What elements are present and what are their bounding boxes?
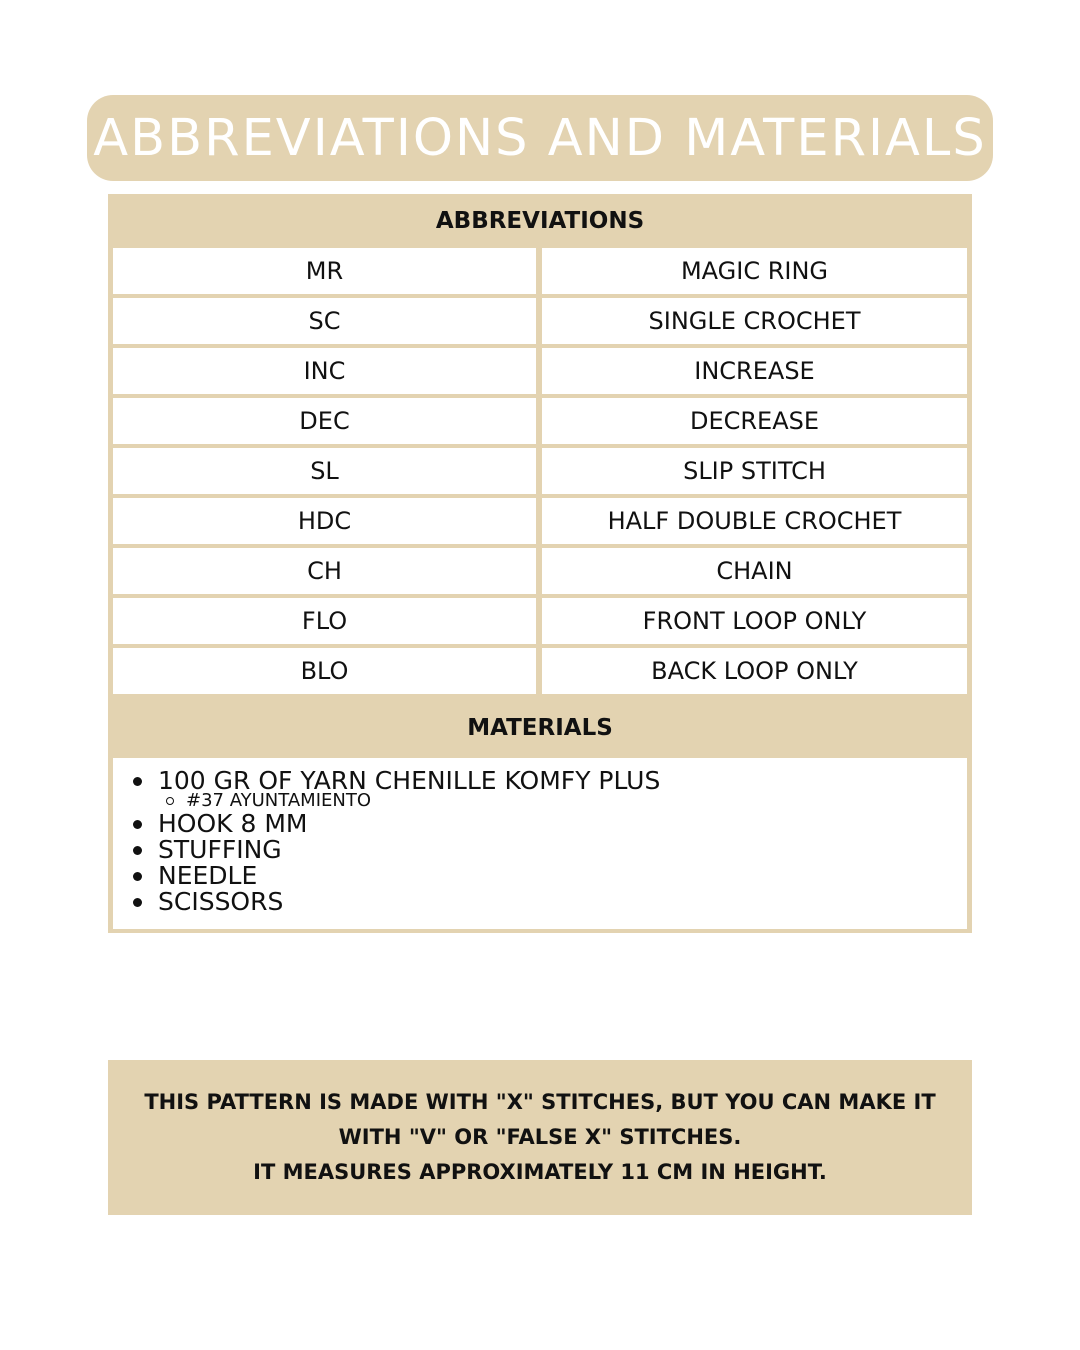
- table-row: [108, 398, 972, 448]
- abbreviations-heading: ABBREVIATIONS: [435, 208, 645, 234]
- meaning-cell: MAGIC RING: [542, 248, 967, 294]
- abbreviation-cell: BLO: [113, 648, 536, 694]
- bullet-dot-icon: [133, 846, 142, 855]
- materials-list-box: [113, 758, 967, 929]
- abbreviation-cell: INC: [113, 348, 536, 394]
- meaning-cell: HALF DOUBLE CROCHET: [542, 498, 967, 544]
- page-title: ABBREVIATIONS AND MATERIALS: [93, 108, 987, 168]
- meaning-cell: INCREASE: [542, 348, 967, 394]
- sub-list-item: [113, 791, 967, 811]
- abbreviation-cell: SC: [113, 298, 536, 344]
- list-item: [113, 837, 967, 863]
- meaning-cell: CHAIN: [542, 548, 967, 594]
- table-row: [108, 498, 972, 548]
- pattern-note-box: [108, 1060, 972, 1215]
- abbreviation-cell: HDC: [113, 498, 536, 544]
- meaning-cell: BACK LOOP ONLY: [542, 648, 967, 694]
- abbreviation-cell: SL: [113, 448, 536, 494]
- abbreviation-cell: FLO: [113, 598, 536, 644]
- bullet-dot-icon: [133, 820, 142, 829]
- abbreviation-cell: MR: [113, 248, 536, 294]
- note-line: THIS PATTERN IS MADE WITH "X" STITCHES, BUT YOU CAN MAKE IT: [144, 1090, 936, 1114]
- bullet-dot-icon: [133, 777, 142, 786]
- materials-heading: MATERIALS: [467, 715, 613, 741]
- abbreviations-materials-table: [108, 194, 972, 933]
- table-row: [108, 298, 972, 348]
- abbreviation-cell: CH: [113, 548, 536, 594]
- list-item: [113, 811, 967, 837]
- material-subtext: #37 AYUNTAMIENTO: [186, 790, 372, 811]
- meaning-cell: FRONT LOOP ONLY: [542, 598, 967, 644]
- materials-list: [113, 768, 967, 915]
- table-row: [108, 348, 972, 398]
- table-row: [108, 648, 972, 698]
- bullet-dot-icon: [133, 898, 142, 907]
- title-banner: [87, 95, 993, 181]
- material-text: 100 GR OF YARN CHENILLE KOMFY PLUS: [158, 766, 661, 795]
- meaning-cell: SINGLE CROCHET: [542, 298, 967, 344]
- bullet-circle-icon: [166, 797, 174, 805]
- material-text: SCISSORS: [158, 887, 284, 916]
- material-text: NEEDLE: [158, 861, 258, 890]
- table-row: [108, 448, 972, 498]
- bullet-dot-icon: [133, 872, 142, 881]
- table-row: [108, 598, 972, 648]
- material-text: HOOK 8 MM: [158, 809, 308, 838]
- abbreviation-cell: DEC: [113, 398, 536, 444]
- meaning-cell: DECREASE: [542, 398, 967, 444]
- list-item: [113, 863, 967, 889]
- table-row: [108, 248, 972, 298]
- table-row: [108, 548, 972, 598]
- list-item: [113, 889, 967, 915]
- note-line: WITH "V" OR "FALSE X" STITCHES.: [338, 1125, 742, 1149]
- material-text: STUFFING: [158, 835, 282, 864]
- meaning-cell: SLIP STITCH: [542, 448, 967, 494]
- note-line: IT MEASURES APPROXIMATELY 11 CM IN HEIGHT.: [253, 1160, 827, 1184]
